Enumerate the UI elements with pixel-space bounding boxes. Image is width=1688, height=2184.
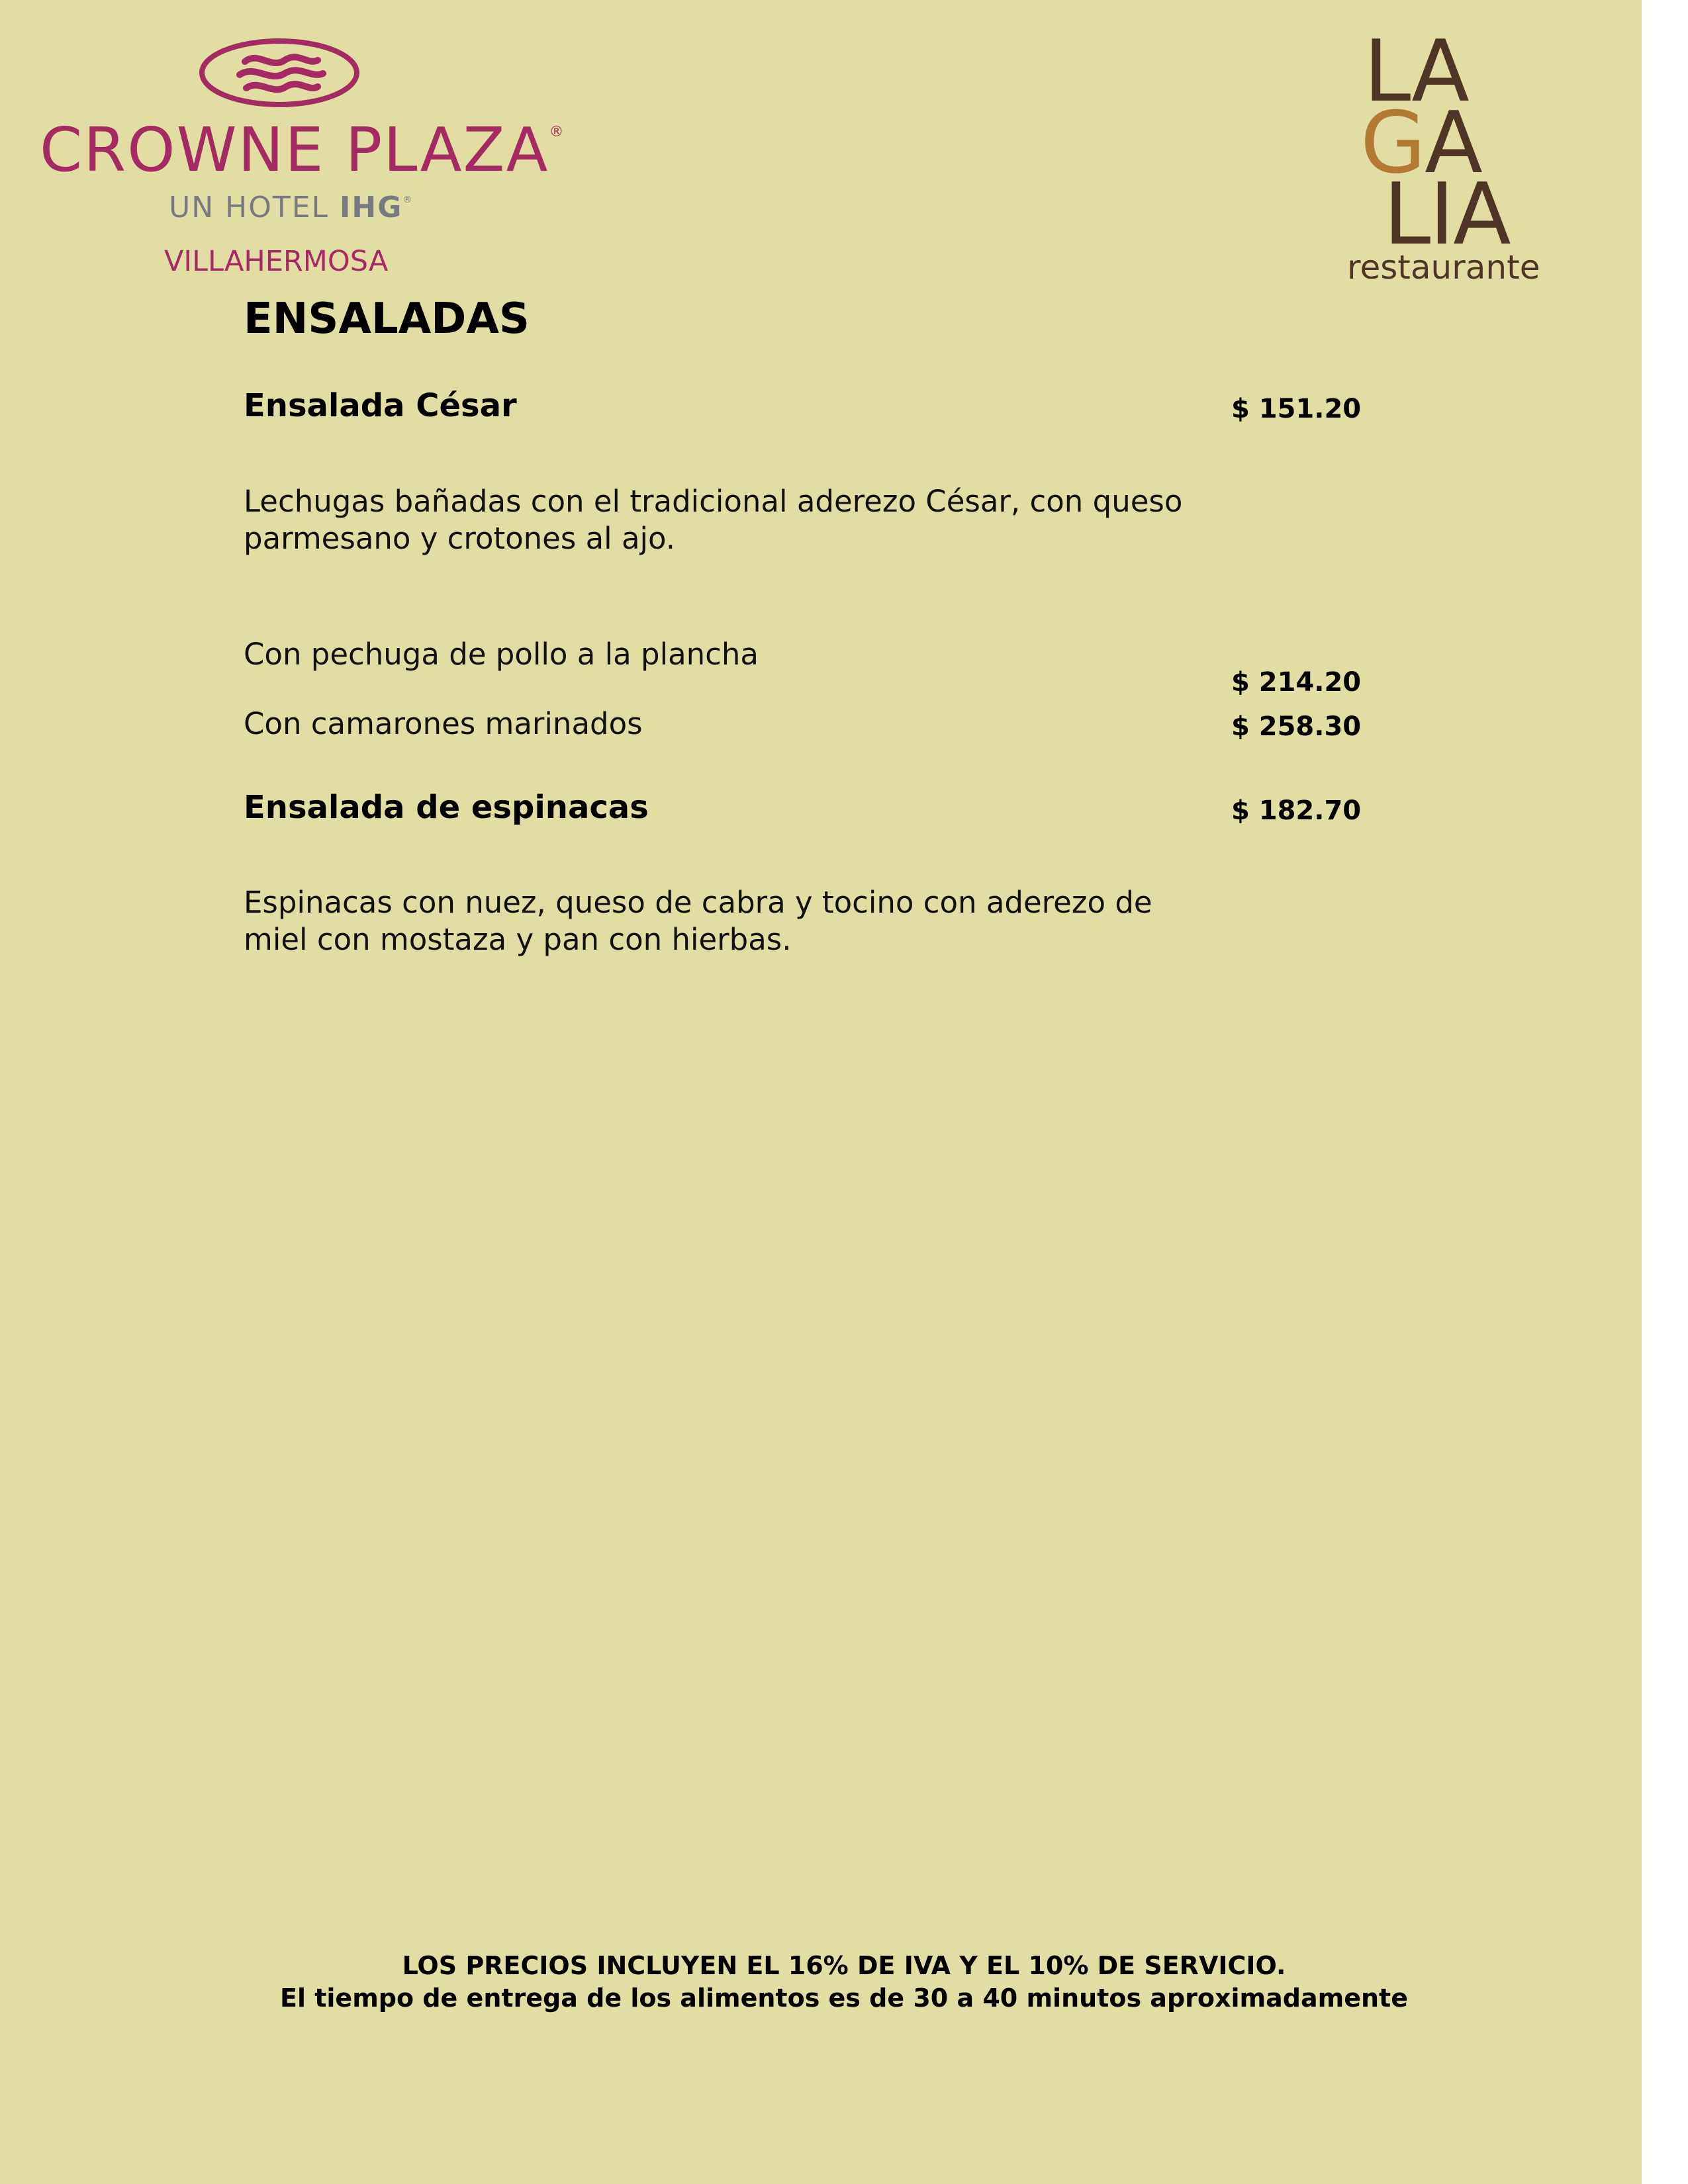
crowne-plaza-subtitle: UN HOTEL IHG® (169, 191, 414, 224)
menu-item-name-espinacas: Ensalada de espinacas (244, 789, 649, 826)
la-galia-line-2: GA (1360, 94, 1481, 193)
crowne-plaza-city: VILLAHERMOSA (164, 245, 389, 278)
footer-delivery-note: El tiempo de entrega de los alimentos es de 30 a 40 minutos aproximadamente (280, 1983, 1408, 2013)
menu-item-description-espinacas: Espinacas con nuez, queso de cabra y tocino con aderezo de miel con mostaza y pan con hierbas. (244, 885, 1152, 957)
section-title: ENSALADAS (244, 295, 530, 343)
menu-item-price-cesar: $ 151.20 (1231, 394, 1362, 424)
menu-option-pollo: Con pechuga de pollo a la plancha (244, 637, 759, 672)
menu-item-price-espinacas: $ 182.70 (1231, 796, 1362, 826)
la-galia-tagline: restaurante (1347, 248, 1540, 287)
crowne-plaza-name: CROWNE PLAZA® (40, 114, 565, 185)
menu-item-name-cesar: Ensalada César (244, 387, 517, 424)
la-galia-logo (1337, 23, 1549, 295)
crowne-plaza-emblem-icon (199, 36, 361, 109)
menu-option-price-pollo: $ 214.20 (1231, 667, 1362, 698)
la-galia-line-3: LIA (1383, 165, 1510, 264)
crowne-plaza-logo (40, 36, 565, 288)
menu-option-camarones: Con camarones marinados (244, 706, 643, 741)
menu-option-price-camarones: $ 258.30 (1231, 711, 1362, 742)
la-galia-line-1: LA (1364, 23, 1468, 121)
footer-prices-note: LOS PRECIOS INCLUYEN EL 16% DE IVA Y EL 10% DE SERVICIO. (402, 1951, 1286, 1980)
menu-item-description-cesar: Lechugas bañadas con el tradicional aderezo César, con queso parmesano y crotones al ajo. (244, 484, 1183, 556)
page-margin (1642, 0, 1688, 2184)
